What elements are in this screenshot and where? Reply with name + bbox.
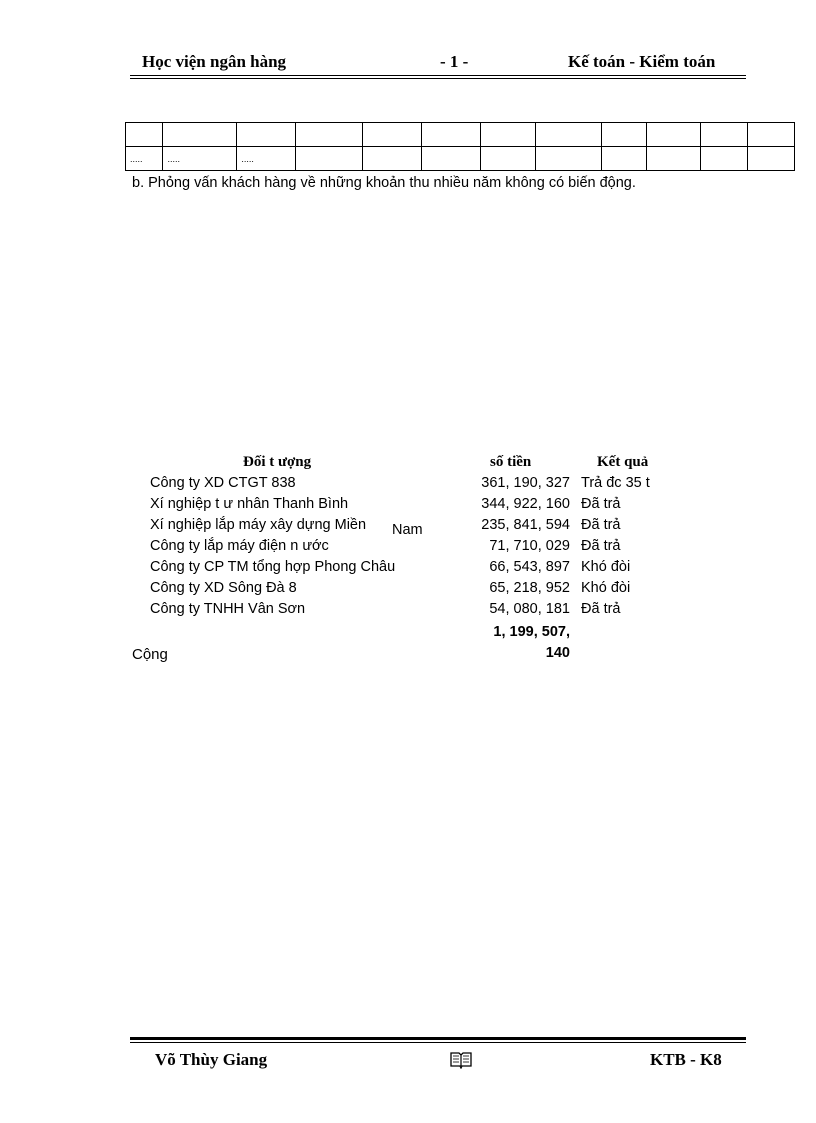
total-label: Cộng — [132, 646, 168, 663]
table-cell — [747, 147, 794, 171]
customer-name: Xí nghiệp lắp máy xây dựng Miền — [150, 517, 367, 533]
table-cell — [747, 123, 794, 147]
customer-name: Công ty TNHH Vân Sơn — [150, 601, 306, 617]
result: Đã trả — [581, 496, 621, 512]
column-header-result: Kết quả — [597, 454, 649, 470]
amount: 54, 080, 181 — [489, 601, 570, 617]
footer-rule-thin — [130, 1042, 746, 1043]
amount: 66, 543, 897 — [489, 559, 570, 575]
result: Khó đòi — [581, 580, 631, 596]
total-amount-line2: 140 — [545, 645, 570, 661]
customer-name: Công ty lắp máy điện n ước — [150, 538, 329, 554]
column-header-object: Đối t ượng — [243, 454, 312, 470]
amount: 71, 710, 029 — [489, 538, 570, 554]
list-item — [150, 517, 680, 538]
amount: 235, 841, 594 — [481, 517, 570, 533]
table-cell — [295, 123, 362, 147]
list-item — [150, 496, 680, 517]
result: Khó đòi — [581, 559, 631, 575]
amount: 65, 218, 952 — [489, 580, 570, 596]
table-cell — [481, 123, 536, 147]
header-department: Kế toán - Kiểm toán — [568, 52, 716, 71]
table-cell — [363, 147, 422, 171]
result: Đã trả — [581, 517, 621, 533]
table-cell — [237, 123, 295, 147]
table-row — [126, 123, 795, 147]
customer-name: Công ty XD CTGT 838 — [150, 475, 296, 491]
book-icon — [450, 1051, 472, 1069]
table-cell — [126, 123, 163, 147]
customer-name: Xí nghiệp t ư nhân Thanh Bình — [150, 496, 349, 512]
table-cell — [535, 147, 601, 171]
footer-rule-thick — [130, 1037, 746, 1040]
result: Đã trả — [581, 538, 621, 554]
table-cell — [363, 123, 422, 147]
header-rule-bottom — [130, 78, 746, 79]
table-cell — [535, 123, 601, 147]
table-cell — [602, 147, 647, 171]
list-item — [150, 580, 680, 601]
table-cell — [163, 123, 237, 147]
result: Đã trả — [581, 601, 621, 617]
customer-name: Công ty XD Sông Đà 8 — [150, 580, 297, 596]
table-cell — [701, 123, 747, 147]
table-cell — [295, 147, 362, 171]
table-cell — [481, 147, 536, 171]
list-item — [150, 475, 680, 496]
table-cell — [602, 123, 647, 147]
footer-author: Võ Thùy Giang — [155, 1050, 268, 1069]
footer-class-code: KTB - K8 — [650, 1050, 722, 1069]
amount: 361, 190, 327 — [481, 475, 570, 491]
header-rule-top — [130, 75, 746, 76]
table-cell — [422, 123, 481, 147]
amount: 344, 922, 160 — [481, 496, 570, 512]
total-amount-line1: 1, 199, 507, — [493, 624, 570, 640]
table-cell — [646, 147, 701, 171]
list-item — [150, 601, 680, 622]
table-cell: ..... — [163, 147, 237, 171]
table-cell: ..... — [237, 147, 295, 171]
empty-grid-table — [125, 122, 795, 171]
header-institution: Học viện ngân hàng — [142, 52, 287, 71]
table-cell — [422, 147, 481, 171]
table-row — [126, 147, 795, 171]
result: Trả đc 35 t — [581, 475, 650, 491]
table-cell: ..... — [126, 147, 163, 171]
customer-name-suffix: Nam — [392, 522, 423, 538]
interview-note: b. Phỏng vấn khách hàng về những khoản thu nhiều năm không có biến động. — [132, 175, 636, 191]
list-item — [150, 538, 680, 559]
page-number: - 1 - — [440, 52, 469, 71]
table-cell — [701, 147, 747, 171]
table-cell — [646, 123, 701, 147]
customer-name: Công ty CP TM tổng hợp Phong Châu — [150, 559, 396, 575]
column-header-amount: số tiền — [490, 454, 532, 470]
list-item — [150, 559, 680, 580]
